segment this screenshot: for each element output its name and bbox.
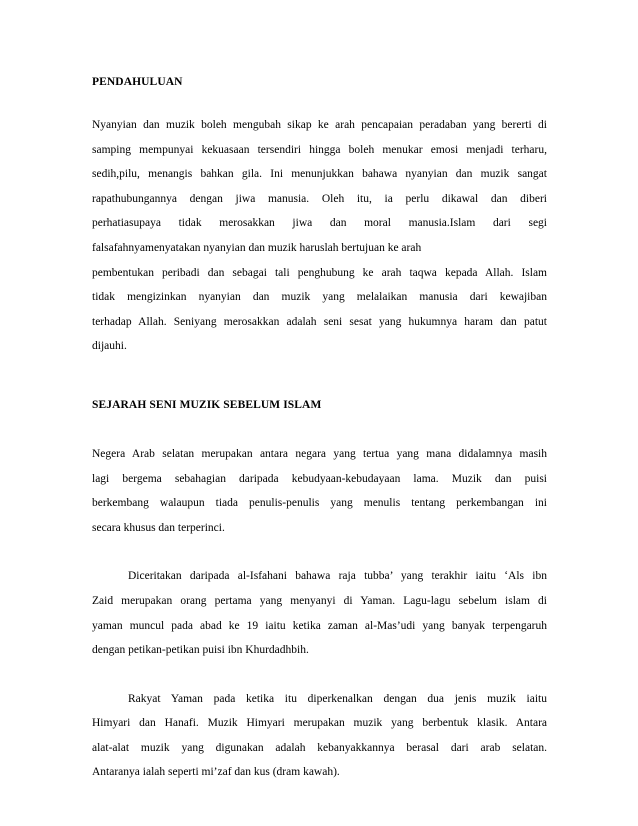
section-heading-pendahuluan: PENDAHULUAN [92, 76, 183, 88]
text-line: Himyari dan Hanafi. Muzik Himyari merupakan muzik yang berbentuk klasik. Antara [92, 717, 547, 730]
document-body [92, 70, 547, 785]
text-line: dijauhi. [92, 340, 127, 353]
text-line: perhatiasupaya tidak merosakkan jiwa dan moral manusia.Islam dari segi [92, 217, 547, 230]
paragraph-negara-arab [92, 442, 547, 540]
paragraph-rakyat-yaman [92, 687, 547, 785]
text-line: falsafahnyamenyatakan nyanyian dan muzik haruslah bertujuan ke arah [92, 241, 422, 254]
text-line: alat-alat muzik yang digunakan adalah kebanyakkannya berasal dari arab selatan. [92, 741, 547, 754]
section-heading-sejarah: SEJARAH SENI MUZIK SEBELUM ISLAM [92, 398, 322, 411]
paragraph-al-isfahani [92, 564, 547, 662]
text-line: Nyanyian dan muzik boleh mengubah sikap ke arah pencapaian peradaban yang bererti di [92, 119, 547, 131]
text-line: lagi bergema sebahagian daripada kebudyaan-kebudayaan lama. Muzik dan puisi [92, 472, 547, 485]
text-line: tidak mengizinkan nyanyian dan muzik yang melalaikan manusia dari kewajiban [92, 291, 547, 304]
text-line: dengan petikan-petikan puisi ibn Khurdadhbih. [92, 644, 309, 657]
text-line: berkembang walaupun tiada penulis-penulis yang menulis tentang perkembangan ini [92, 497, 547, 510]
text-line: secara khusus dan terperinci. [92, 521, 225, 534]
text-line: Zaid merupakan orang pertama yang menyanyi di Yaman. Lagu-lagu sebelum islam di [92, 594, 547, 607]
text-line: samping mempunyai kekuasaan tersendiri hingga boleh menukar emosi menjadi terharu, [92, 143, 547, 156]
text-line: Negera Arab selatan merupakan antara negara yang tertua yang mana didalamnya masih [92, 447, 547, 460]
text-line: Antaranya ialah seperti mi’zaf dan kus (dram kawah). [92, 766, 340, 779]
text-line: pembentukan peribadi dan sebagai tali penghubung ke arah taqwa kepada Allah. Islam [92, 266, 547, 279]
text-line: Diceritakan daripada al-Isfahani bahawa raja tubba’ yang terakhir iaitu ‘Als ibn [128, 570, 547, 583]
text-line: rapathubungannya dengan jiwa manusia. Oleh itu, ia perlu dikawal dan diberi [92, 192, 547, 205]
text-line: terhadap Allah. Seniyang merosakkan adalah seni sesat yang hukumnya haram dan patut [92, 315, 547, 328]
text-line: sedih,pilu, menangis bahkan gila. Ini menunjukkan bahawa nyanyian dan muzik sangat [92, 168, 547, 181]
paragraph-pendahuluan [92, 113, 547, 359]
text-line: Rakyat Yaman pada ketika itu diperkenalkan dengan dua jenis muzik iaitu [128, 692, 547, 705]
text-line: yaman muncul pada abad ke 19 iaitu ketika zaman al-Mas’udi yang banyak terpengaruh [92, 619, 547, 632]
